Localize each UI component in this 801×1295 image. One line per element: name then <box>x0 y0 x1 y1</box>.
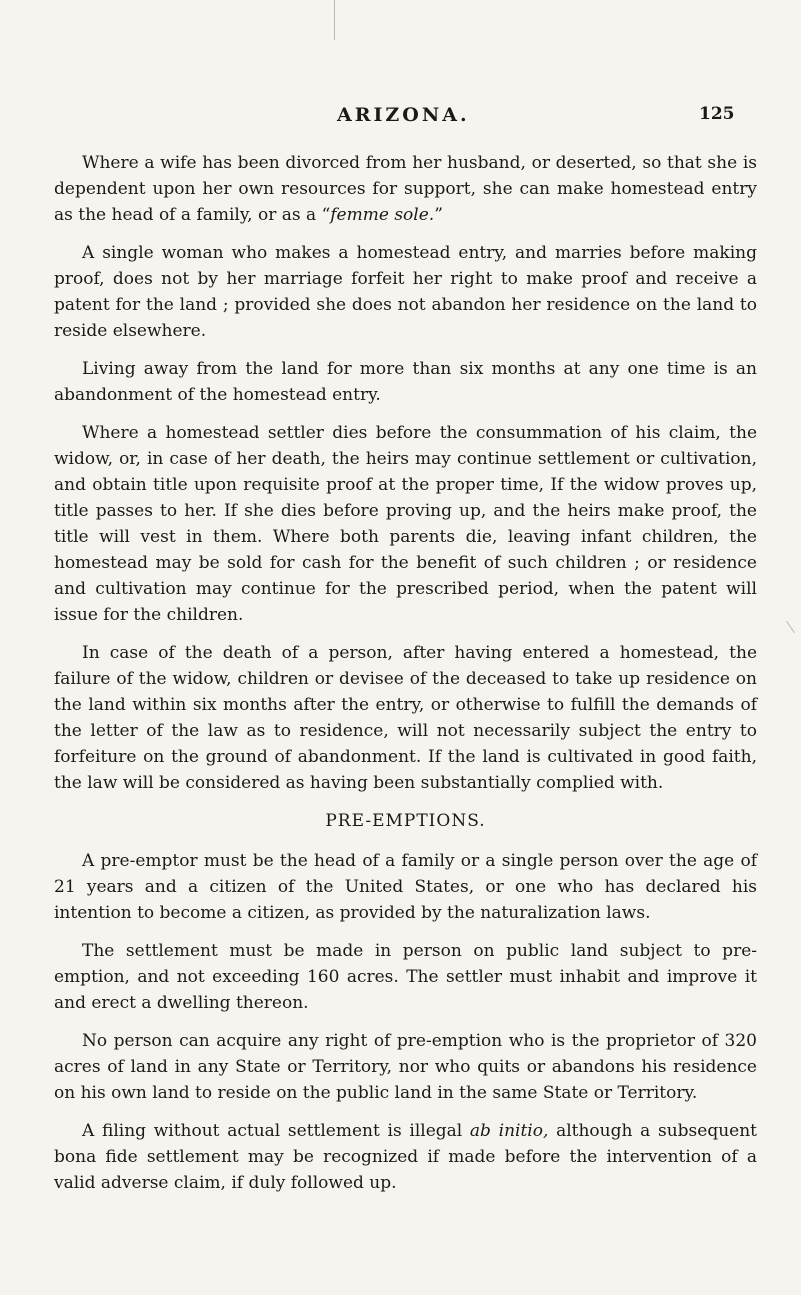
paragraph-single-woman: A single woman who makes a homestead entry, and marries before making proof, does not by her marriage forfeit her right to make proof and receive a patent for the land ; provided she does not abandon her residence on the land to reside elsewhere. <box>54 243 757 341</box>
paragraph-settlement: The settlement must be made in person on public land subject to pre-emption, and not exceeding 160 acres. The settler must inhabit and improve it and erect a dwelling thereon. <box>54 941 757 1013</box>
section-heading: PRE-EMPTIONS. <box>325 811 486 831</box>
paragraph-text: A filing without actual settlement is illegal <box>82 1121 470 1141</box>
paragraph-text: although a subsequent bona fide settlement may be recognized if made before the intervention of a valid adverse claim, if duly followed up. <box>54 1121 757 1193</box>
paragraph-death-of-person: In case of the death of a person, after having entered a homestead, the failure of the widow, children or devisee of the deceased to take up residence on the land within six months after the entry, or otherwise to fulfill the demands of the letter of the law as to residence, will not necessarily subject the entry to forfeiture on the ground of abandonment. If the land is cultivated in good faith, the law will be considered as having been substantially complied with. <box>54 643 757 793</box>
running-title: ARIZONA. <box>337 104 470 126</box>
paragraph-living-away: Living away from the land for more than six months at any one time is an abandonment of the homestead entry. <box>54 359 757 405</box>
page-number: 125 <box>699 104 735 124</box>
paragraph-settler-dies: Where a homestead settler dies before the consummation of his claim, the widow, or, in case of her death, the heirs may continue settlement or cultivation, and obtain title upon requisite proof at the proper time, If the widow proves up, title passes to her. If she dies before proving up, and the heirs make proof, the title will vest in them. Where both parents die, leaving infant children, the homestead may be sold for cash for the benefit of such children ; or residence and cultivation may continue for the prescribed period, when the patent will issue for the children. <box>54 423 757 625</box>
running-head <box>0 100 801 130</box>
close-quote: ” <box>434 205 443 225</box>
scan-crease-margin <box>786 621 795 633</box>
italic-term: ab initio, <box>469 1121 549 1141</box>
paragraph-filing <box>54 1118 757 1196</box>
scan-crease-top <box>334 0 335 40</box>
paragraph-divorced-wife <box>54 150 757 228</box>
paragraph-no-person: No person can acquire any right of pre-emption who is the proprietor of 320 acres of land in any State or Territory, nor who quits or abandons his residence on his own land to reside on the public land in the same State or Territory. <box>54 1031 757 1103</box>
open-quote: “ <box>321 205 331 225</box>
paragraph-pre-emptor: A pre-emptor must be the head of a family or a single person over the age of 21 years and a citizen of the United States, or one who has declared his intention to become a citizen, as provided by the naturalization laws. <box>54 851 757 923</box>
italic-term: femme sole. <box>330 205 435 225</box>
paragraph-text: Where a wife has been divorced from her husband, or deserted, so that she is dependent upon her own resources for support, she can make homestead entry as the head of a family, or as a <box>54 153 757 225</box>
main-text <box>54 150 757 1208</box>
